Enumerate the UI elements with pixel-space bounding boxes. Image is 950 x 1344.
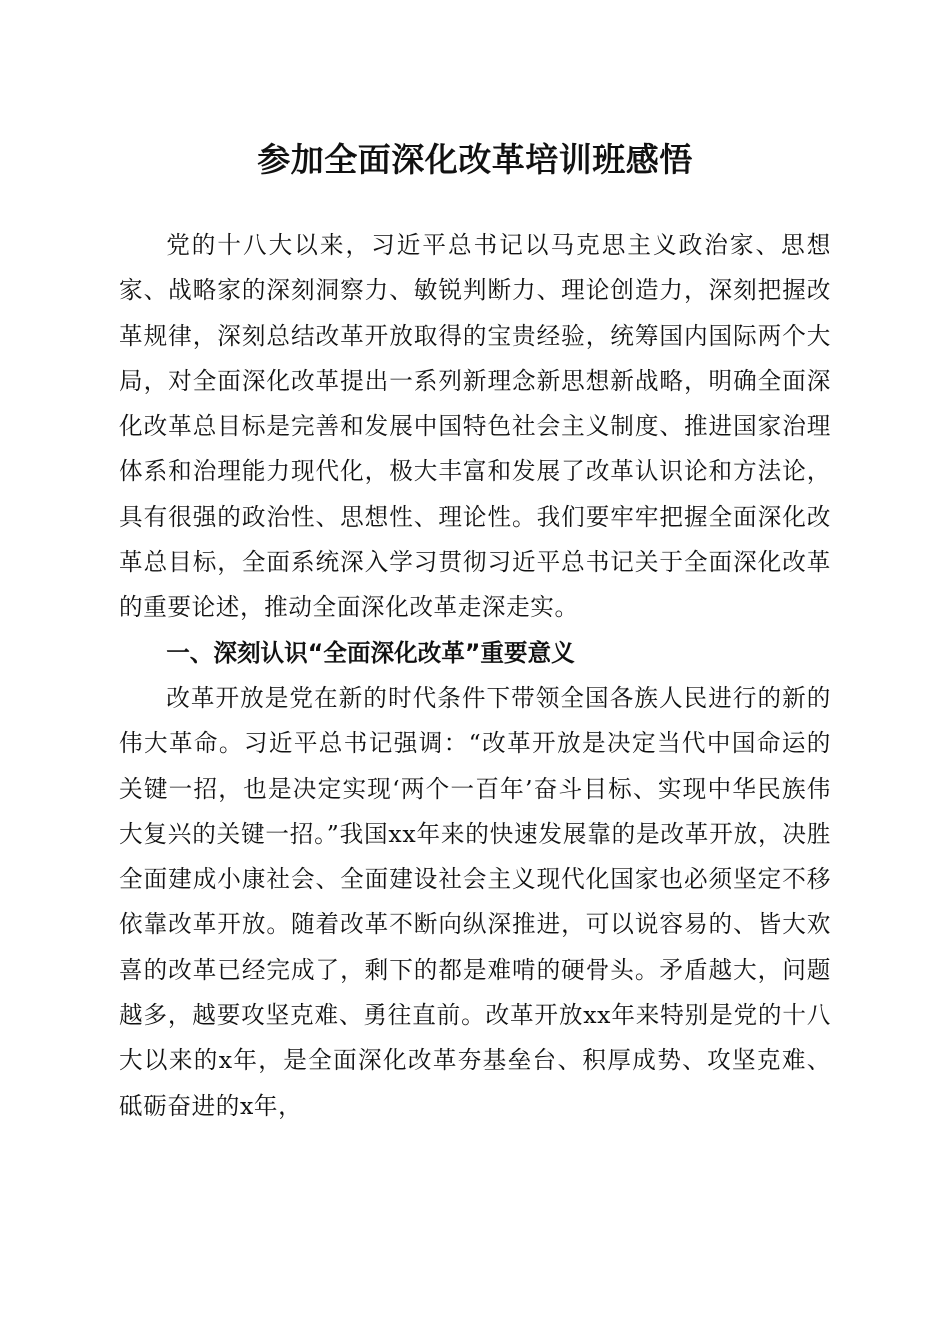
- body-paragraph: 党的十八大以来，习近平总书记以马克思主义政治家、思想家、战略家的深刻洞察力、敏锐判断力、理论创造力，深刻把握改革规律，深刻总结改革开放取得的宝贵经验，统筹国内国际两个大局，对全面深化改革提出一系列新理念新思想新战略，明确全面深化改革总目标是完善和发展中国特色社会主义制度、推进国家治理体系和治理能力现代化，极大丰富和发展了改革认识论和方法论，具有很强的政治性、思想性、理论性。我们要牢牢把握全面深化改革总目标，全面系统深入学习贯彻习近平总书记关于全面深化改革的重要论述，推动全面深化改革走深走实。: [119, 231, 831, 622]
- section-heading: 一、深刻认识“全面深化改革”重要意义: [166, 638, 575, 667]
- document-page: [119, 130, 831, 1129]
- document-body: [119, 223, 831, 1129]
- document-title: 参加全面深化改革培训班感悟: [257, 140, 693, 179]
- body-paragraph: 改革开放是党在新的时代条件下带领全国各族人民进行的新的伟大革命。习近平总书记强调：“改革开放是决定当代中国命运的关键一招，也是决定实现‘两个一百年’奋斗目标、实现中华民族伟大复兴的关键一招。”我国xx年来的快速发展靠的是改革开放，决胜全面建成小康社会、全面建设社会主义现代化国家也必须坚定不移依靠改革开放。随着改革不断向纵深推进，可以说容易的、皆大欢喜的改革已经完成了，剩下的都是难啃的硬骨头。矛盾越大，问题越多，越要攻坚克难、勇往直前。改革开放xx年来特别是党的十八大以来的x年，是全面深化改革夯基垒台、积厚成势、攻坚克难、砥砺奋进的x年，: [119, 683, 831, 1120]
